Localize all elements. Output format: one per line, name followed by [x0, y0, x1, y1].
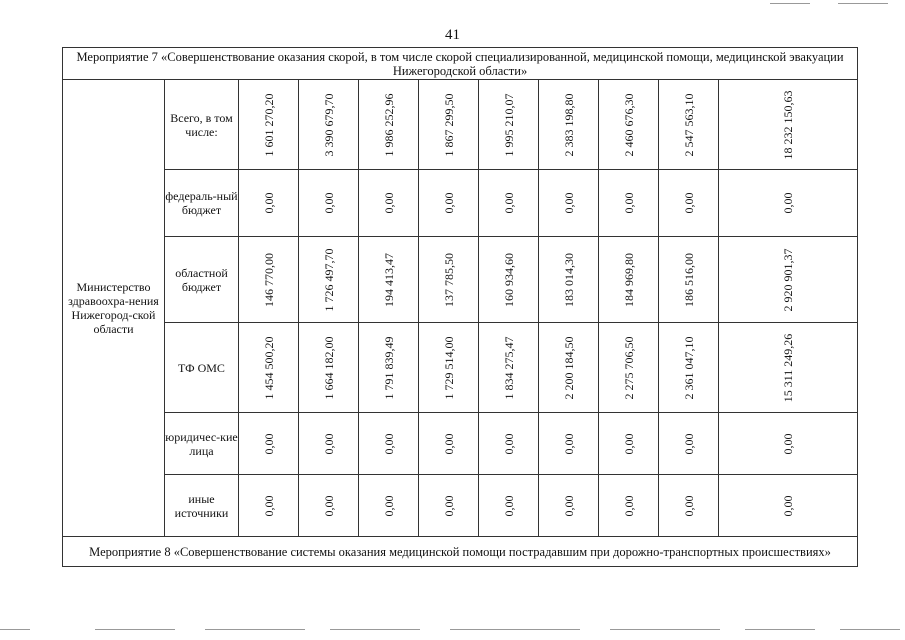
- value-cell: [299, 323, 359, 413]
- value: 0,00: [561, 495, 576, 516]
- value: 1 601 270,20: [261, 93, 276, 156]
- value-cell: [599, 237, 659, 323]
- value-cell: [719, 170, 858, 237]
- budget-table: [62, 47, 858, 567]
- activity-8-row: [63, 537, 858, 567]
- source-cell: [165, 237, 239, 323]
- value: 0,00: [621, 433, 636, 454]
- value-cell: [479, 323, 539, 413]
- value: 186 516,00: [681, 252, 696, 307]
- value: 0,00: [781, 433, 795, 454]
- source-label: Всего, в том числе:: [170, 110, 233, 139]
- source-cell: [165, 323, 239, 413]
- value: 0,00: [621, 192, 636, 214]
- value-cell: [599, 323, 659, 413]
- source-cell: [165, 413, 239, 475]
- value: 2 920 901,37: [781, 248, 795, 311]
- value-cell: [359, 80, 419, 170]
- value-cell: [599, 413, 659, 475]
- source-cell: [165, 475, 239, 537]
- value: 0,00: [681, 495, 696, 516]
- organization-cell: [63, 80, 165, 537]
- value: 0,00: [501, 495, 516, 516]
- value-cell: [539, 170, 599, 237]
- value: 1 995 210,07: [501, 93, 516, 156]
- row-total: [63, 80, 858, 170]
- value-cell: [659, 413, 719, 475]
- value: 0,00: [261, 192, 276, 214]
- activity-8-title: Мероприятие 8 «Совершенствование системы оказания медицинской помощи пострадавшим при дорожно-транспортных происшествиях»: [89, 544, 831, 559]
- value: 1 986 252,96: [381, 93, 396, 156]
- value: 1 834 275,47: [501, 336, 516, 399]
- value: 0,00: [321, 433, 336, 454]
- value-cell: [539, 237, 599, 323]
- value: 2 547 563,10: [681, 93, 696, 156]
- value-cell: [299, 237, 359, 323]
- value: 1 454 500,20: [261, 336, 276, 399]
- value-cell: [299, 475, 359, 537]
- row-other-sources: [63, 475, 858, 537]
- value: 0,00: [501, 433, 516, 454]
- value: 0,00: [681, 433, 696, 454]
- value-cell: [299, 80, 359, 170]
- value-cell: [419, 413, 479, 475]
- value: 137 785,50: [441, 252, 456, 307]
- source-cell: [165, 80, 239, 170]
- value-cell: [719, 237, 858, 323]
- source-label: федераль-ный бюджет: [165, 189, 238, 217]
- value-cell: [359, 237, 419, 323]
- value-cell: [659, 323, 719, 413]
- value: 184 969,80: [621, 252, 636, 307]
- row-legal-entities: [63, 413, 858, 475]
- value-cell: [719, 413, 858, 475]
- value-cell: [479, 80, 539, 170]
- value-cell: [539, 413, 599, 475]
- value-cell: [479, 170, 539, 237]
- value-cell: [719, 80, 858, 170]
- value-cell: [419, 80, 479, 170]
- value: 0,00: [261, 495, 276, 516]
- value: 0,00: [501, 192, 516, 214]
- value-cell: [539, 80, 599, 170]
- value-cell: [239, 413, 299, 475]
- value: 0,00: [561, 192, 576, 214]
- value: 0,00: [321, 192, 336, 214]
- value-cell: [479, 475, 539, 537]
- activity-7-title: Мероприятие 7 «Совершенствование оказания скорой, в том числе скорой специализированной, медицинской помощи, медицинской эвакуации Нижегородской области»: [76, 49, 844, 78]
- row-tfoms: [63, 323, 858, 413]
- value: 2 460 676,30: [621, 93, 636, 156]
- value-cell: [719, 475, 858, 537]
- activity-7-row: [63, 48, 858, 80]
- value: 1 664 182,00: [321, 336, 336, 399]
- value: 0,00: [561, 433, 576, 454]
- value: 2 200 184,50: [561, 336, 576, 399]
- page-number: 41: [445, 27, 460, 43]
- value: 1 791 839,49: [381, 336, 396, 399]
- value-cell: [599, 475, 659, 537]
- value-cell: [359, 170, 419, 237]
- value-cell: [419, 237, 479, 323]
- value-cell: [659, 170, 719, 237]
- activity-7-header: [63, 48, 858, 80]
- value: 0,00: [681, 192, 696, 214]
- value: 160 934,60: [501, 252, 516, 307]
- value-cell: [659, 475, 719, 537]
- value: 0,00: [381, 433, 396, 454]
- value: 15 311 249,26: [781, 333, 795, 402]
- value-cell: [359, 475, 419, 537]
- value: 0,00: [441, 433, 456, 454]
- value-cell: [719, 323, 858, 413]
- value: 2 275 706,50: [621, 336, 636, 399]
- value-cell: [239, 475, 299, 537]
- value-cell: [299, 170, 359, 237]
- value: 146 770,00: [261, 252, 276, 307]
- value: 1 867 299,50: [441, 93, 456, 156]
- activity-8-header: [63, 537, 858, 567]
- value: 0,00: [321, 495, 336, 516]
- value-cell: [359, 413, 419, 475]
- source-label: ТФ ОМС: [178, 360, 225, 375]
- value-cell: [599, 170, 659, 237]
- value-cell: [239, 80, 299, 170]
- value: 1 729 514,00: [441, 336, 456, 399]
- value-cell: [599, 80, 659, 170]
- value-cell: [659, 80, 719, 170]
- value-cell: [239, 237, 299, 323]
- value-cell: [479, 413, 539, 475]
- value-cell: [419, 323, 479, 413]
- value: 2 361 047,10: [681, 336, 696, 399]
- source-label: областной бюджет: [175, 265, 228, 294]
- value: 0,00: [781, 495, 795, 516]
- value: 0,00: [381, 192, 396, 214]
- source-label: юридичес-кие лица: [165, 429, 238, 458]
- value: 0,00: [441, 495, 456, 516]
- value: 18 232 150,63: [781, 90, 795, 159]
- value-cell: [539, 475, 599, 537]
- source-label: иные источники: [174, 491, 229, 520]
- value: 2 383 198,80: [561, 93, 576, 156]
- value-cell: [239, 170, 299, 237]
- value-cell: [659, 237, 719, 323]
- organization-name: Министерство здравоохра-нения Нижегород-ской области: [68, 280, 159, 336]
- value: 0,00: [441, 192, 456, 214]
- value: 194 413,47: [381, 252, 396, 307]
- value-cell: [539, 323, 599, 413]
- value-cell: [239, 323, 299, 413]
- row-federal: [63, 170, 858, 237]
- value: 0,00: [381, 495, 396, 516]
- value-cell: [419, 170, 479, 237]
- value-cell: [299, 413, 359, 475]
- value: 0,00: [781, 192, 795, 214]
- value-cell: [359, 323, 419, 413]
- value-cell: [479, 237, 539, 323]
- value: 0,00: [621, 495, 636, 516]
- value: 3 390 679,70: [321, 93, 336, 156]
- value: 1 726 497,70: [321, 248, 336, 311]
- source-cell: [165, 170, 239, 237]
- row-regional: [63, 237, 858, 323]
- value: 183 014,30: [561, 252, 576, 307]
- value: 0,00: [261, 433, 276, 454]
- value-cell: [419, 475, 479, 537]
